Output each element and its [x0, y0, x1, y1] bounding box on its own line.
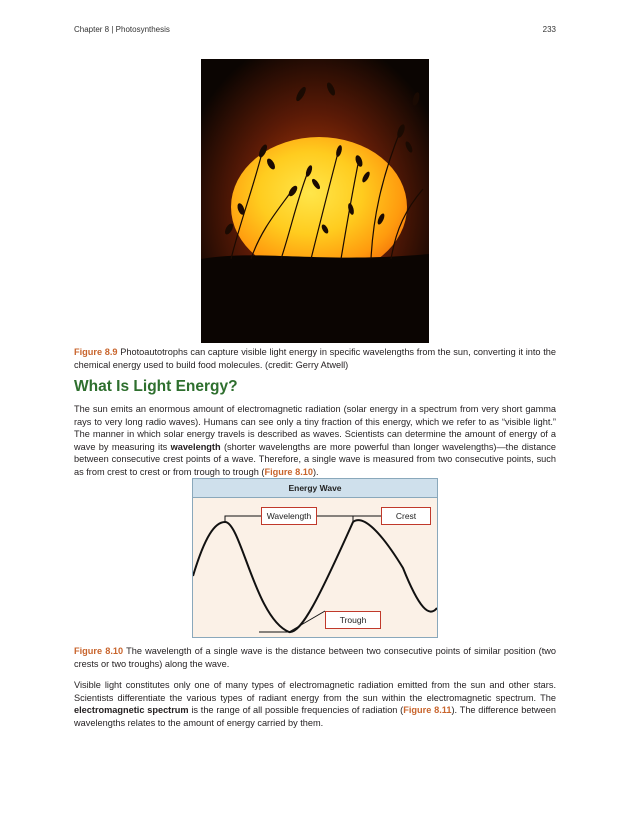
- figure-8-9-label: Figure 8.9: [74, 347, 118, 357]
- page-number: 233: [542, 25, 556, 34]
- figure-8-10-caption-text: The wavelength of a single wave is the distance between two consecutive points of similar position (two crests or two troughs) along the wave.: [74, 646, 556, 669]
- sunset-grass-image: [201, 59, 429, 343]
- paragraph2-text-1: Visible light constitutes only one of many types of electromagnetic radiation emitted from the sun and other stars. Scientists differentiate the various types of radiant energy from the sun within the electromagnetic spectrum. The: [74, 680, 556, 703]
- energy-wave-diagram: [192, 478, 438, 638]
- figure-8-10-caption: [74, 645, 556, 670]
- paragraph1-text-3: ).: [312, 466, 319, 477]
- paragraph-electromagnetic-spectrum: [74, 679, 556, 729]
- figure-8-9-caption-text: Photoautotrophs can capture visible light energy in specific wavelengths from the sun, converting it into the chemical energy used to build food molecules. (credit: Gerry Atwell): [74, 347, 556, 370]
- paragraph2-text-2: is the range of all possible frequencies of radiation (: [188, 705, 404, 716]
- chapter-title: Chapter 8 | Photosynthesis: [74, 25, 170, 34]
- paragraph-light-energy: [74, 403, 556, 479]
- section-title: What Is Light Energy?: [74, 378, 238, 395]
- sunset-photo: [201, 59, 429, 343]
- paragraph1-text-1: The sun emits an enormous amount of electromagnetic radiation (solar energy in a spectrum from very short gamma rays to very long radio waves). Humans can see only a tiny fraction of this energy, which we refer to as “visible light.” The manner in which solar energy travels is described as waves. Scientists can determine the amount of energy of a wave by measuring its: [74, 404, 556, 452]
- figure-8-10-link[interactable]: Figure 8.10: [264, 466, 313, 477]
- wave-curve: [193, 520, 437, 632]
- crest-label: Crest: [381, 507, 431, 525]
- diagram-title: Energy Wave: [193, 479, 437, 498]
- figure-8-10-label: Figure 8.10: [74, 646, 124, 656]
- term-electromagnetic-spectrum: electromagnetic spectrum: [74, 705, 189, 716]
- wavelength-label: Wavelength: [261, 507, 317, 525]
- paragraph2-text-3: ). The difference between wavelengths relates to the amount of energy carried by them.: [74, 705, 556, 728]
- paragraph1-text-2: (shorter wavelengths are more powerful than longer wavelengths)—the distance between consecutive crest points of a wave. Therefore, a single wave is measured from two consecutive points, such as from crest to crest or from trough to trough (: [74, 441, 556, 477]
- figure-8-9-caption: [74, 346, 556, 371]
- trough-label: Trough: [325, 611, 381, 629]
- figure-8-11-link[interactable]: Figure 8.11: [403, 705, 452, 716]
- term-wavelength: wavelength: [170, 441, 221, 452]
